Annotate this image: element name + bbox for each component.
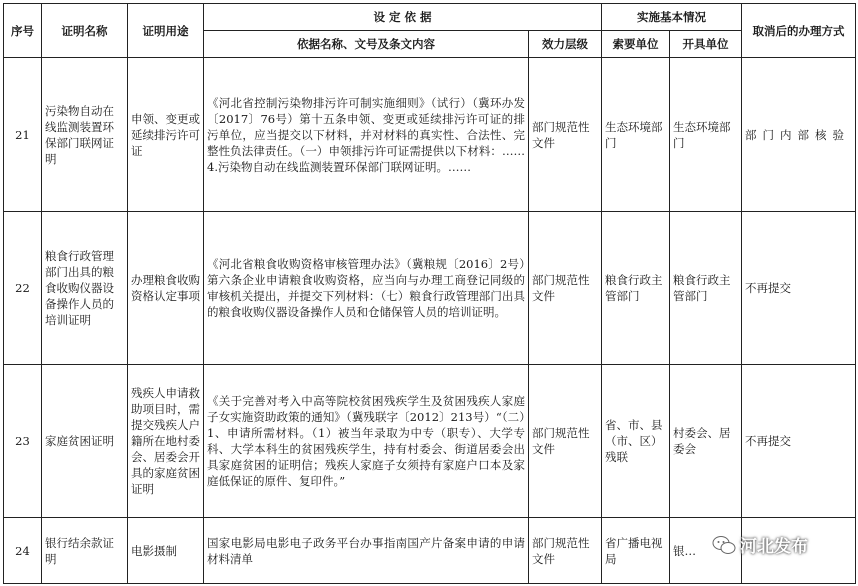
row-level: 部门规范性文件 bbox=[529, 518, 602, 584]
row-name: 污染物自动在线监测装置环保部门联网证明 bbox=[42, 58, 128, 212]
header-row-1 bbox=[4, 4, 856, 31]
table-row bbox=[4, 365, 856, 518]
row-use: 电影摄制 bbox=[128, 518, 204, 584]
header-basis-group: 设 定 依 据 bbox=[204, 4, 602, 31]
row-issue-unit: 银… bbox=[670, 518, 742, 584]
header-name: 证明名称 bbox=[42, 4, 128, 58]
row-seq: 22 bbox=[4, 212, 42, 365]
row-request-unit: 省、市、县（市、区）残联 bbox=[602, 365, 670, 518]
row-issue-unit: 粮食行政主管部门 bbox=[670, 212, 742, 365]
row-seq: 24 bbox=[4, 518, 42, 584]
watermark-text: 河北发布 bbox=[740, 537, 808, 557]
header-use: 证明用途 bbox=[128, 4, 204, 58]
row-after-cancel: 不再提交 bbox=[742, 365, 856, 518]
row-level: 部门规范性文件 bbox=[529, 212, 602, 365]
row-request-unit: 粮食行政主管部门 bbox=[602, 212, 670, 365]
watermark bbox=[712, 532, 808, 557]
row-seq: 21 bbox=[4, 58, 42, 212]
certificate-table bbox=[3, 3, 856, 584]
row-request-unit: 生态环境部门 bbox=[602, 58, 670, 212]
header-issue-unit: 开具单位 bbox=[670, 31, 742, 58]
row-after-cancel: 不再提交 bbox=[742, 212, 856, 365]
wechat-icon bbox=[712, 534, 736, 556]
header-after-cancel: 取消后的办理方式 bbox=[742, 4, 856, 58]
row-basis: 国家电影局电影电子政务平台办事指南国产片备案申请的申请材料清单 bbox=[204, 518, 529, 584]
header-seq: 序号 bbox=[4, 4, 42, 58]
header-level: 效力层级 bbox=[529, 31, 602, 58]
row-level: 部门规范性文件 bbox=[529, 365, 602, 518]
row-issue-unit: 村委会、居委会 bbox=[670, 365, 742, 518]
table-row bbox=[4, 58, 856, 212]
header-impl-group: 实施基本情况 bbox=[602, 4, 742, 31]
row-name: 银行结余款证明 bbox=[42, 518, 128, 584]
row-issue-unit: 生态环境部门 bbox=[670, 58, 742, 212]
row-basis: 《河北省控制污染物排污许可制实施细则》（试行）（冀环办发〔2017〕76号）第十五条申领、变更或延续排污许可证的排污单位，应当提交以下材料，并对材料的真实性、合法性、完整性负法律责任。（一）申领排污许可证需提供以下材料：……4.污染物自动在线监测装置环保部门联网证明。…… bbox=[204, 58, 529, 212]
row-basis: 《河北省粮食收购资格审核管理办法》（冀粮规〔2016〕2号）第六条企业申请粮食收购资格，应当向与办理工商登记同级的审核机关提出，并提交下列材料：（七）粮食行政管理部门出具的粮食收购仪器设备操作人员和仓储保管人员的培训证明。 bbox=[204, 212, 529, 365]
row-request-unit: 省广播电视局 bbox=[602, 518, 670, 584]
row-seq: 23 bbox=[4, 365, 42, 518]
row-use: 申领、变更或延续排污许可证 bbox=[128, 58, 204, 212]
header-request-unit: 索要单位 bbox=[602, 31, 670, 58]
table-row bbox=[4, 212, 856, 365]
row-name: 粮食行政管理部门出具的粮食收购仪器设备操作人员的培训证明 bbox=[42, 212, 128, 365]
row-basis: 《关于完善对考入中高等院校贫困残疾学生及贫困残疾人家庭子女实施资助政策的通知》（冀残联字〔2012〕213号）“（二）1、申请所需材料。（1）被当年录取为中专（职专）、大学专科、大学本科生的贫困残疾学生，持有村委会、街道居委会出具家庭贫困的证明信；残疾人家庭子女须持有家庭户口本及家庭低保证的原件、复印件。” bbox=[204, 365, 529, 518]
row-use: 办理粮食收购资格认定事项 bbox=[128, 212, 204, 365]
row-after-cancel: 部门内部核验 bbox=[742, 58, 856, 212]
row-use: 残疾人申请救助项目时，需提交残疾人户籍所在地村委会、居委会开具的家庭贫困证明 bbox=[128, 365, 204, 518]
row-level: 部门规范性文件 bbox=[529, 58, 602, 212]
row-name: 家庭贫困证明 bbox=[42, 365, 128, 518]
header-basis-detail: 依据名称、文号及条文内容 bbox=[204, 31, 529, 58]
